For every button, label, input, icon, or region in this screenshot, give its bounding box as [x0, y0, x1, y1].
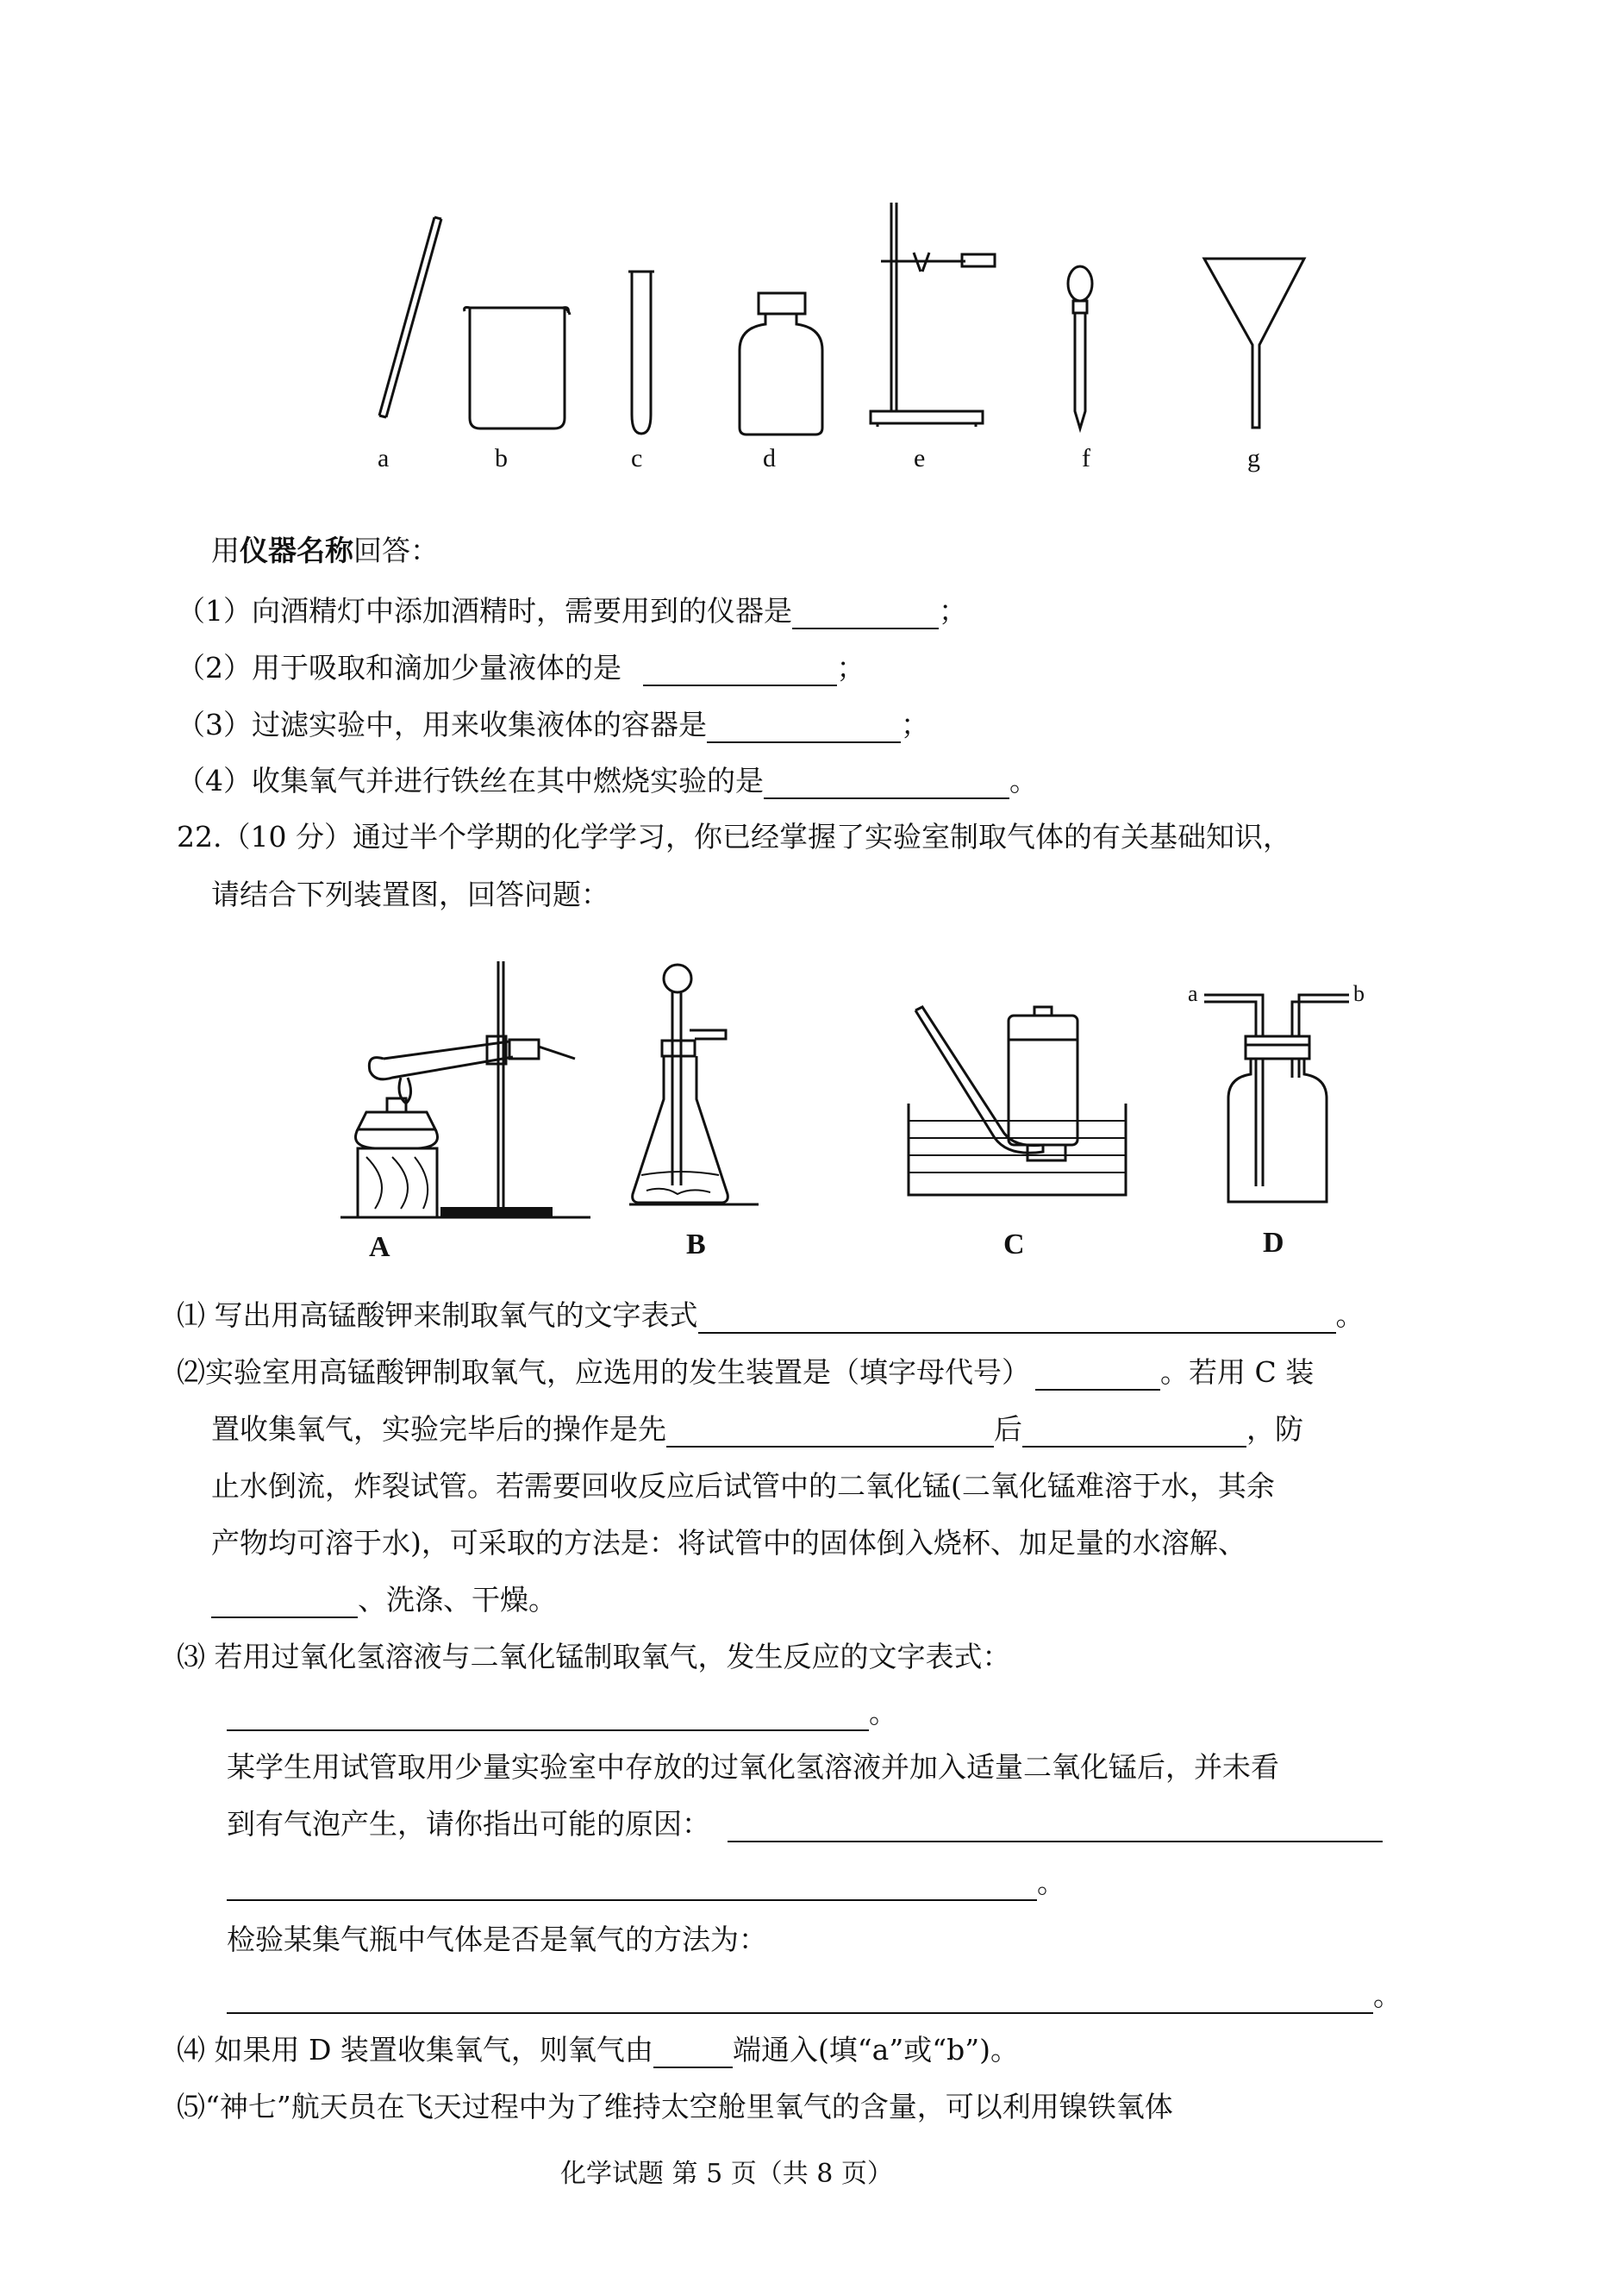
apparatus-label-b: B — [686, 1229, 706, 1260]
q21-intro: 用仪器名称回答： — [211, 534, 439, 567]
dropper-icon — [1063, 265, 1097, 437]
test-tube-icon — [625, 270, 659, 438]
answer-blank[interactable] — [792, 598, 939, 629]
q22-part-3-line-7: 。 — [227, 1978, 1402, 2014]
answer-blank[interactable] — [666, 1416, 994, 1448]
q22-part-2-line-2: 置收集氧气，实验完毕后的操作是先 后 ，防 — [211, 1412, 1303, 1446]
q22-stem-line-1: 22.（10 分）通过半个学期的化学学习，你已经掌握了实验室制取气体的有关基础知识， — [177, 820, 1291, 854]
answer-blank[interactable] — [764, 768, 1009, 799]
q22-part-3-line-2: 。 — [227, 1695, 897, 1731]
q22-part-3-line-4: 到有气泡产生，请你指出可能的原因： — [227, 1806, 1383, 1842]
instrument-label-f: f — [1082, 444, 1090, 472]
q22-part-3-line-1: ⑶ 若用过氧化氢溶液与二氧化锰制取氧气，发生反应的文字表式： — [177, 1640, 1011, 1673]
apparatus-label-d: D — [1263, 1227, 1284, 1259]
q21-item-3: （3）过滤实验中，用来收集液体的容器是 ； — [177, 708, 929, 741]
answer-blank[interactable] — [211, 1587, 358, 1618]
answer-blank[interactable] — [698, 1303, 1336, 1334]
apparatus-label-c: C — [1003, 1229, 1025, 1260]
q22-part-2-line-3: 止水倒流，炸裂试管。若需要回收反应后试管中的二氧化锰(二氧化锰难溶于水，其余 — [211, 1469, 1275, 1503]
q22-part-4: ⑷ 如果用 D 装置收集氧气，则氧气由 端通入(填“a”或“b”)。 — [177, 2033, 1019, 2067]
instrument-label-b: b — [495, 444, 508, 472]
q22-part-3-line-5: 。 — [227, 1865, 1065, 1901]
instrument-label-d: d — [763, 444, 776, 472]
q22-part-2-line-5: 、洗涤、干燥。 — [211, 1582, 557, 1618]
funnel-icon — [1202, 255, 1310, 436]
beaker-icon — [461, 306, 573, 435]
answer-blank[interactable] — [227, 1870, 1037, 1901]
q22-part-2-line-4: 产物均可溶于水)，可采取的方法是：将试管中的固体倒入烧杯、加足量的水溶解、 — [211, 1526, 1246, 1560]
q22-part-3-line-6: 检验某集气瓶中气体是否是氧气的方法为： — [227, 1923, 767, 1956]
glass-rod-icon — [362, 216, 448, 440]
instrument-label-e: e — [914, 444, 926, 472]
q21-item-1: （1）向酒精灯中添加酒精时，需要用到的仪器是 ； — [177, 594, 967, 628]
answer-blank[interactable] — [227, 1983, 1373, 2014]
iron-stand-icon — [869, 201, 1007, 434]
q21-item-2: （2）用于吸取和滴加少量液体的是 ； — [177, 651, 865, 685]
q22-part-3-line-3: 某学生用试管取用少量实验室中存放的过氧化氢溶液并加入适量二氧化锰后，并未看 — [227, 1750, 1279, 1784]
page-footer: 化学试题 第 5 页（共 8 页） — [560, 2159, 893, 2189]
answer-blank[interactable] — [643, 655, 837, 686]
apparatus-d-gas-bottle-icon — [1202, 991, 1409, 1216]
instrument-label-c: c — [631, 444, 643, 472]
apparatus-c-trough-icon — [905, 1000, 1129, 1207]
instrument-label-a: a — [378, 444, 390, 472]
q22-part-1: ⑴ 写出用高锰酸钾来制取氧气的文字表式 。 — [177, 1298, 1365, 1332]
apparatus-b-flask-icon — [629, 961, 759, 1220]
q22-part-5: ⑸“神七”航天员在飞天过程中为了维持太空舱里氧气的含量，可以利用镍铁氧体 — [177, 2090, 1173, 2123]
reagent-bottle-icon — [734, 291, 829, 438]
q21-item-4: （4）收集氧气并进行铁丝在其中燃烧实验的是 。 — [177, 764, 1038, 797]
answer-blank[interactable] — [1035, 1360, 1160, 1391]
apparatus-a-heating-icon — [340, 957, 590, 1224]
answer-blank[interactable] — [227, 1700, 869, 1731]
instrument-label-g: g — [1247, 444, 1260, 472]
answer-blank[interactable] — [1022, 1416, 1246, 1448]
q22-stem-line-2: 请结合下列装置图，回答问题： — [211, 878, 609, 911]
apparatus-label-a: A — [369, 1231, 390, 1263]
answer-blank[interactable] — [653, 2037, 733, 2068]
q22-part-2-line-1: ⑵实验室用高锰酸钾制取氧气，应选用的发生装置是（填字母代号） 。若用 C 装 — [177, 1355, 1315, 1389]
answer-blank[interactable] — [707, 712, 901, 743]
tube-end-b: b — [1353, 981, 1365, 1006]
answer-blank[interactable] — [728, 1811, 1383, 1842]
tube-end-a: a — [1188, 981, 1198, 1006]
